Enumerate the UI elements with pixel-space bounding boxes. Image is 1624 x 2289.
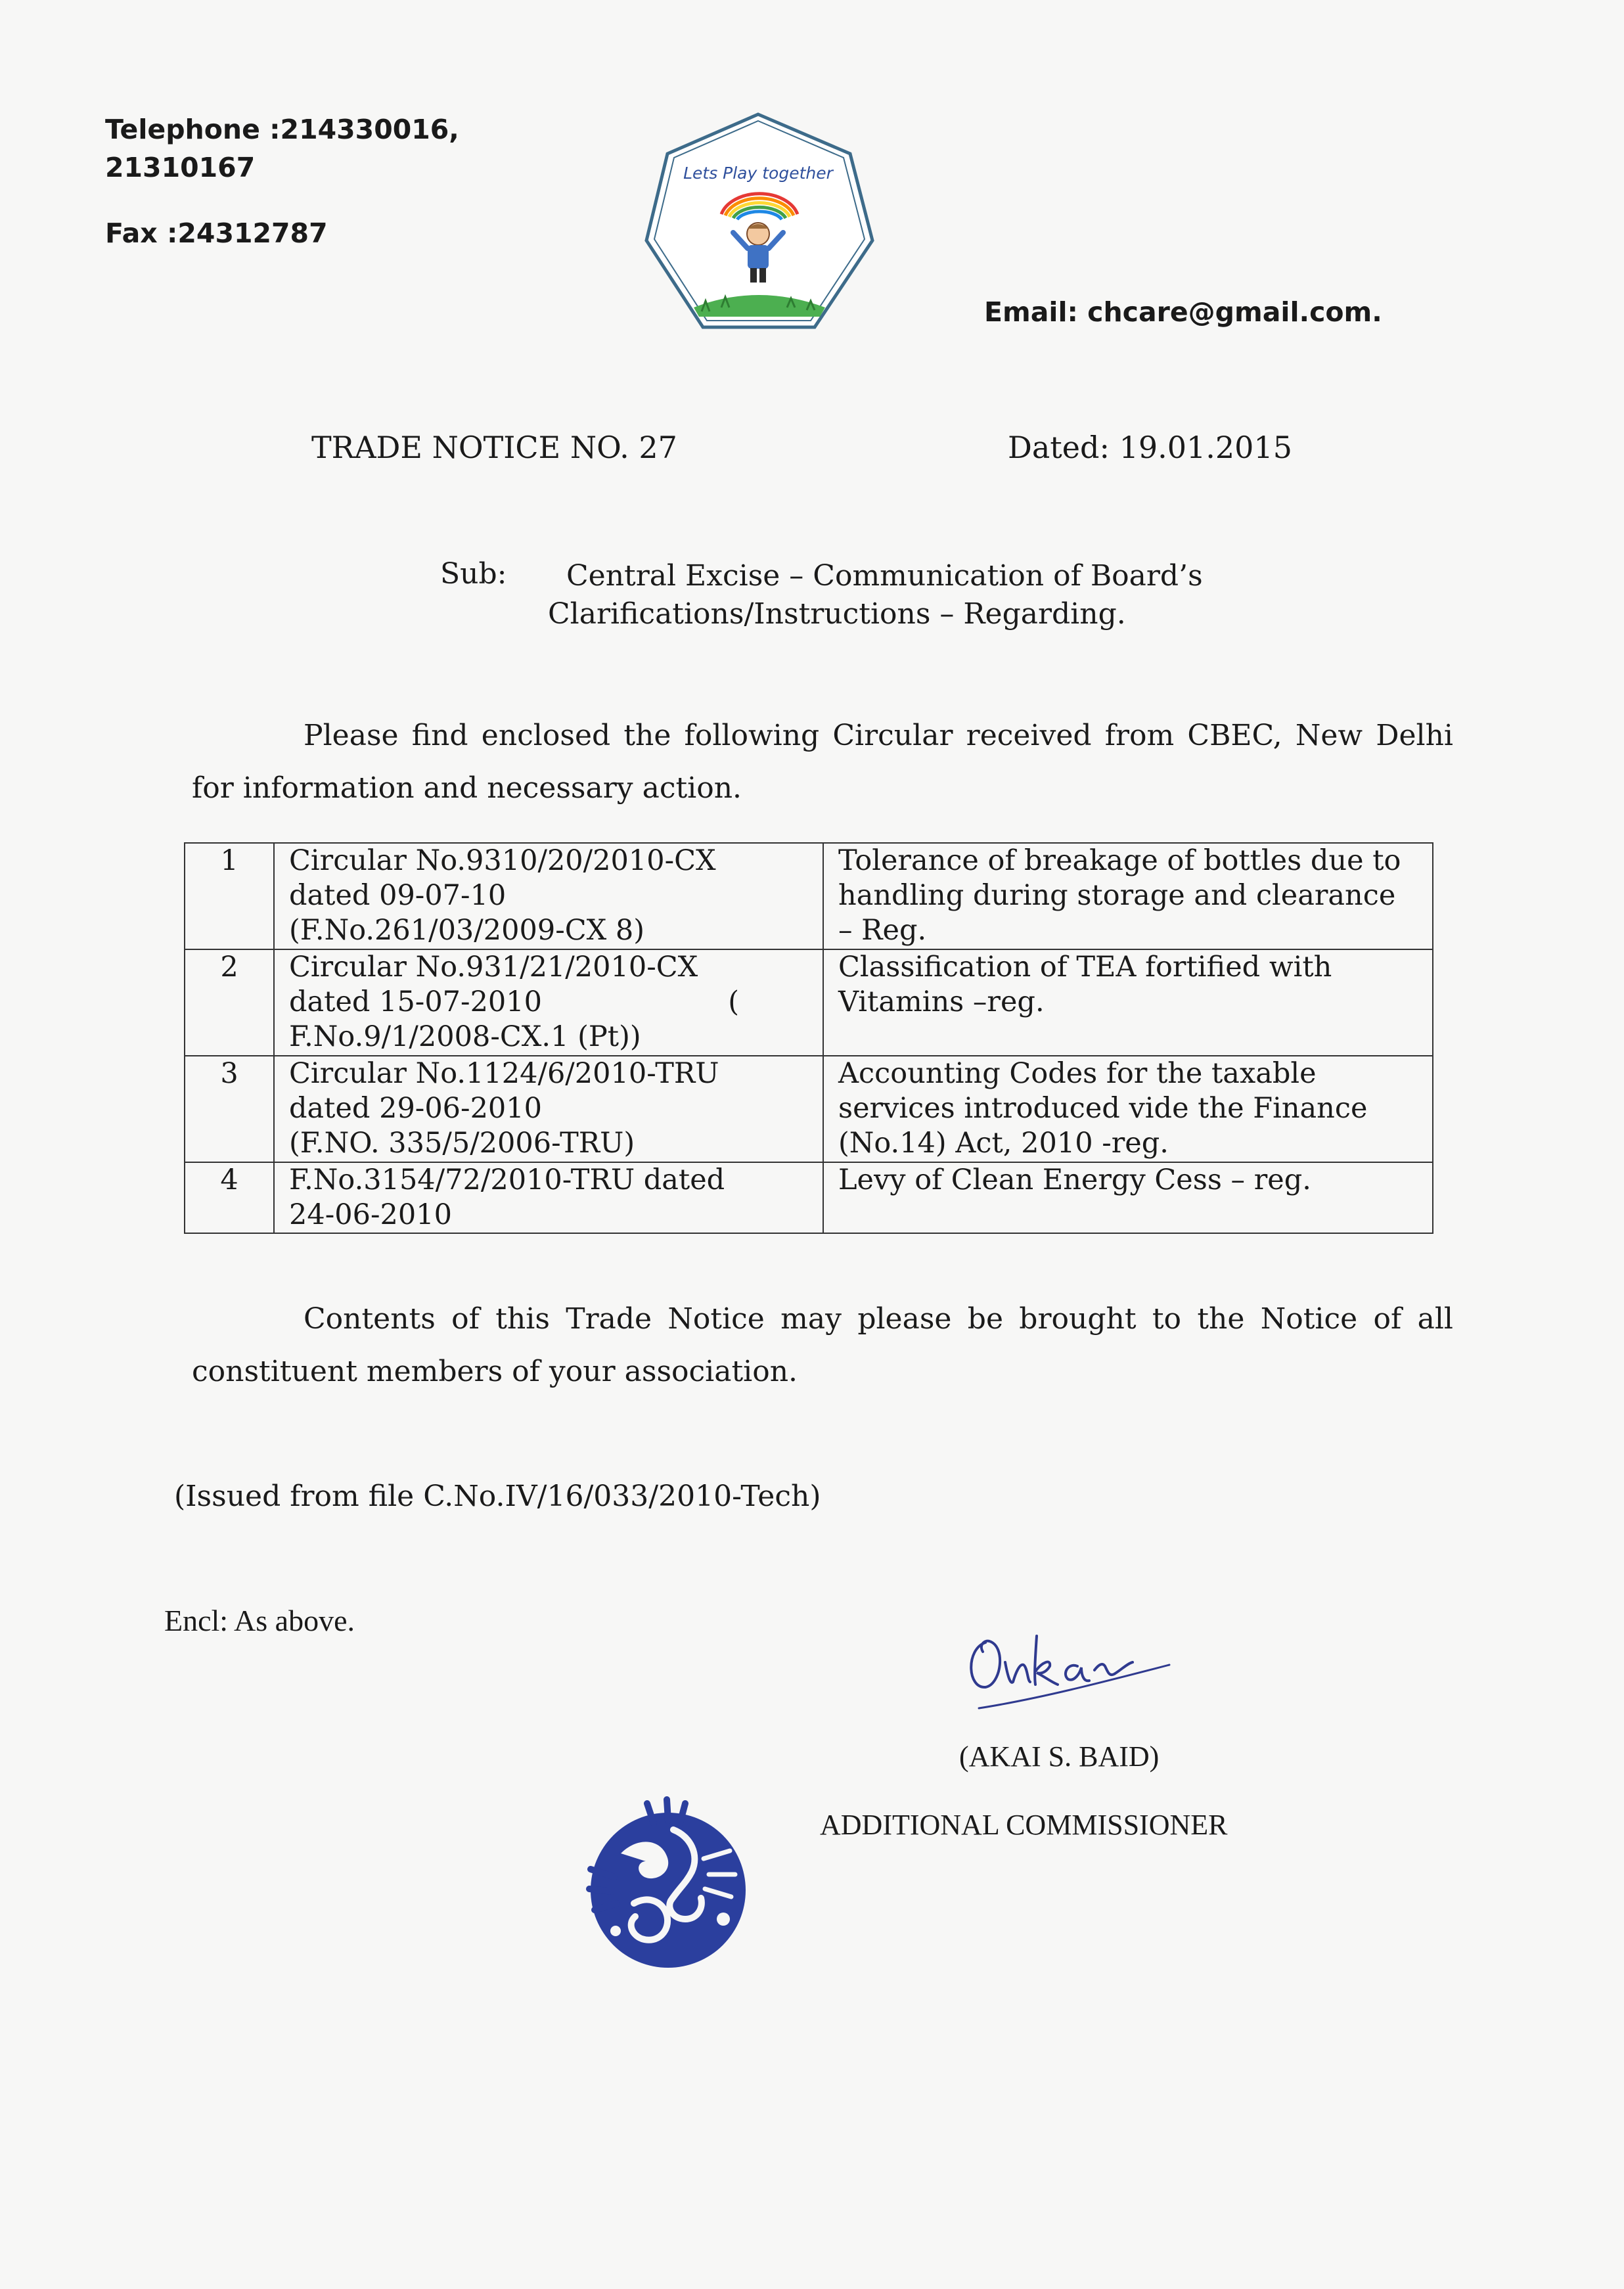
table-row (185, 1162, 1433, 1233)
reference-line-with-paren (289, 985, 823, 1020)
reference-line: F.No.3154/72/2010-TRU dated (289, 1164, 725, 1196)
reference-line: Circular No.931/21/2010-CX (289, 951, 698, 984)
subject-line-1: Central Excise – Communication of Board’s (566, 559, 1203, 593)
reference-line: dated 09-07-10 (289, 879, 507, 912)
subject-label: Sub: (440, 557, 507, 591)
subject-line: Tolerance of breakage of bottles due to (838, 844, 1401, 877)
circular-subject (823, 1162, 1433, 1233)
circulars-table (184, 842, 1433, 1234)
reference-line: F.No.9/1/2008-CX.1 (Pt)) (289, 1020, 641, 1053)
circular-reference (274, 1056, 823, 1162)
contents-line-1: Contents of this Trade Notice may please be brought to the Notice of all (304, 1302, 1453, 1336)
contents-paragraph (192, 1293, 1453, 1398)
contact-block (105, 110, 459, 252)
subject-line: Levy of Clean Energy Cess – reg. (838, 1164, 1311, 1196)
reference-line: dated 29-06-2010 (289, 1092, 543, 1125)
reference-line: 24-06-2010 (289, 1198, 452, 1231)
email: Email: chcare@gmail.com. (984, 296, 1382, 328)
enclosure: Encl: As above. (164, 1604, 355, 1637)
subject-line: Vitamins –reg. (838, 986, 1045, 1018)
reference-line: dated 15-07-2010 (289, 986, 543, 1018)
table-row (185, 949, 1433, 1056)
fax: Fax :24312787 (105, 217, 328, 249)
subject-line: handling during storage and clearance (838, 879, 1396, 912)
emblem-stamp (575, 1790, 756, 1974)
telephone-line-1: Telephone :214330016, (105, 114, 459, 145)
reference-line: (F.No.261/03/2009-CX 8) (289, 914, 645, 947)
notice-date: Dated: 19.01.2015 (1008, 430, 1292, 465)
intro-paragraph (192, 710, 1453, 815)
table-row (185, 843, 1433, 949)
intro-line-1: Please find enclosed the following Circular received from CBEC, New Delhi (304, 719, 1453, 752)
logo-text: Lets Play together (683, 164, 833, 183)
subject-line: services introduced vide the Finance (838, 1092, 1368, 1125)
row-number: 1 (185, 843, 274, 949)
row-number: 3 (185, 1056, 274, 1162)
subject-line-2: Clarifications/Instructions – Regarding. (548, 597, 1126, 631)
circular-subject (823, 1056, 1433, 1162)
subject-text (548, 557, 1203, 633)
circular-reference (274, 843, 823, 949)
stray-parenthesis: ( (728, 986, 740, 1018)
circular-subject (823, 949, 1433, 1056)
lets-play-together-logo (643, 110, 876, 336)
reference-line: (F.NO. 335/5/2006-TRU) (289, 1127, 635, 1160)
row-number: 4 (185, 1162, 274, 1233)
circular-reference (274, 1162, 823, 1233)
intro-line-2: for information and necessary action. (192, 771, 742, 805)
telephone-line-2: 21310167 (105, 152, 256, 183)
circular-subject (823, 843, 1433, 949)
table-row (185, 1056, 1433, 1162)
signatory-name: (AKAI S. BAID) (959, 1740, 1160, 1773)
subject-line: Accounting Codes for the taxable (838, 1057, 1317, 1090)
handwritten-signature (959, 1616, 1176, 1715)
signatory-title: ADDITIONAL COMMISSIONER (820, 1809, 1228, 1841)
contents-line-2: constituent members of your association. (192, 1355, 798, 1388)
row-number: 2 (185, 949, 274, 1056)
subject-line: (No.14) Act, 2010 -reg. (838, 1127, 1169, 1160)
reference-line: Circular No.1124/6/2010-TRU (289, 1057, 719, 1090)
circular-reference (274, 949, 823, 1056)
reference-line: Circular No.9310/20/2010-CX (289, 844, 716, 877)
subject-line: Classification of TEA fortified with (838, 951, 1332, 984)
trade-notice-number: TRADE NOTICE NO. 27 (311, 430, 677, 465)
issued-from-file: (Issued from file C.No.IV/16/033/2010-Tech) (174, 1480, 821, 1513)
subject-line: – Reg. (838, 914, 927, 947)
